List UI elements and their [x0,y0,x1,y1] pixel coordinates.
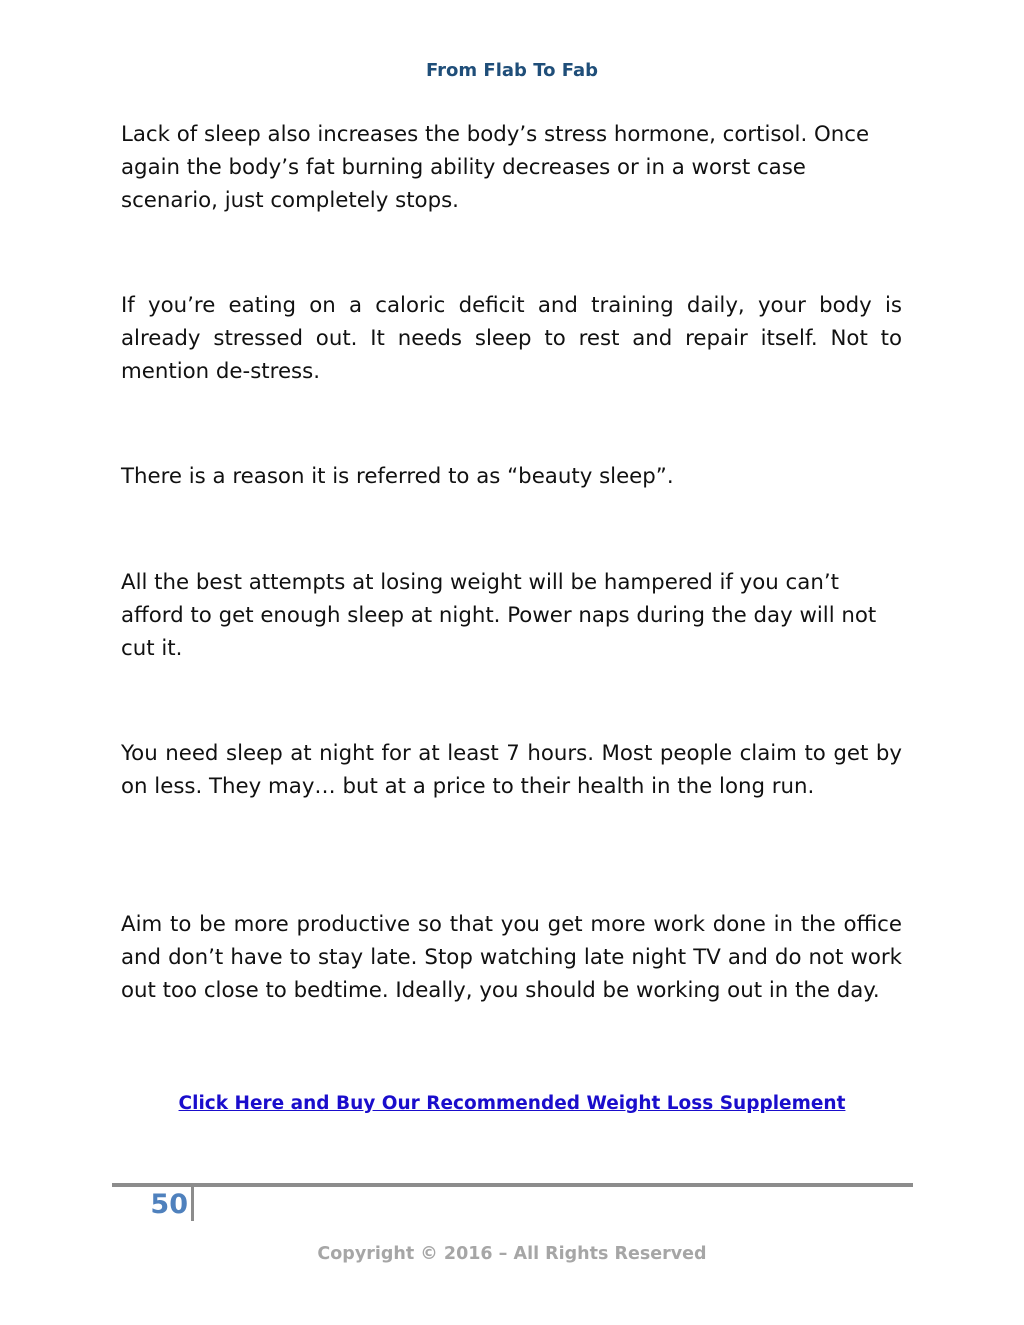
page-number-divider [191,1186,194,1221]
paragraph-beauty-sleep: There is a reason it is referred to as “beauty sleep”. [121,464,674,489]
buy-supplement-link[interactable]: Click Here and Buy Our Recommended Weight Loss Supplement [178,1093,846,1114]
copyright-notice: Copyright © 2016 – All Rights Reserved [317,1244,707,1264]
paragraph-caloric-deficit: If you’re eating on a caloric deficit and training daily, your body is already stressed out. It needs sleep to rest and repair itself. Not to mention de-stress. [121,293,902,384]
paragraph-losing-weight: All the best attempts at losing weight will be hampered if you can’t afford to get enough sleep at night. Power naps during the day will not cut it. [121,570,877,661]
footer-divider [112,1183,913,1187]
page-number: 50 [150,1189,188,1220]
paragraph-productive: Aim to be more productive so that you get more work done in the office and don’t have to stay late. Stop watching late night TV and do not work out too close to bedtime. Ideally, you should be working out in the day. [121,912,902,1003]
running-header-title: From Flab To Fab [426,60,598,81]
paragraph-cortisol: Lack of sleep also increases the body’s stress hormone, cortisol. Once again the body’s fat burning ability decreases or in a worst case scenario, just completely stops. [121,122,870,213]
paragraph-seven-hours: You need sleep at night for at least 7 hours. Most people claim to get by on less. They may… but at a price to their health in the long run. [121,741,902,799]
